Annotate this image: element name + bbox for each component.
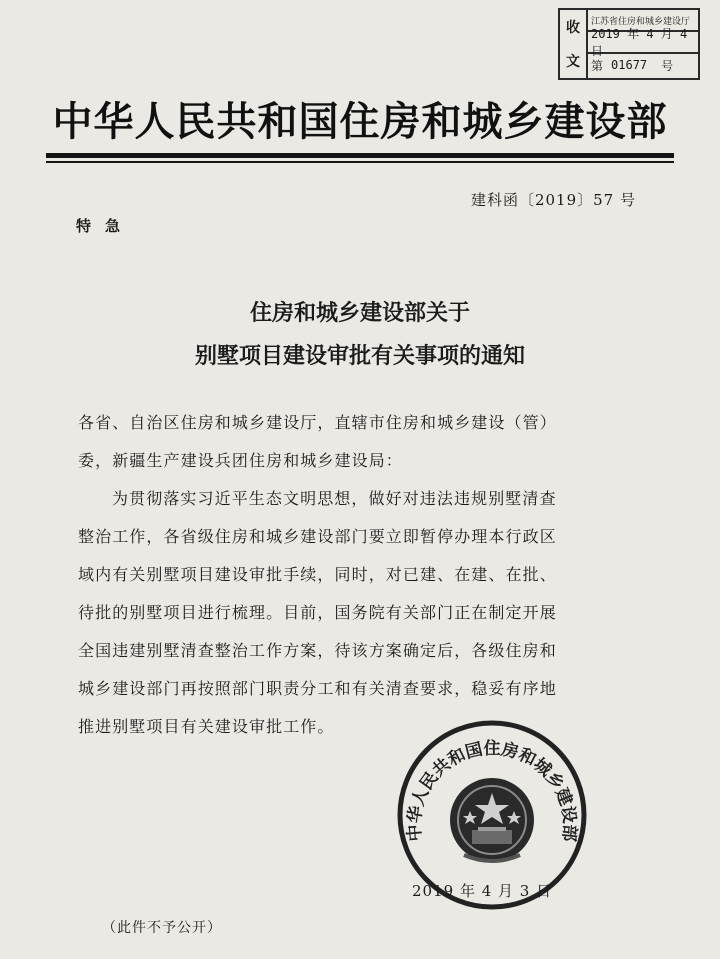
receipt-label-bottom: 文 bbox=[566, 54, 580, 70]
receipt-date: 2019 年 4 月 4 日 bbox=[588, 32, 698, 54]
urgency-label: 特急 bbox=[76, 217, 135, 235]
footnote: （此件不予公开） bbox=[102, 920, 222, 936]
receipt-stamp bbox=[558, 8, 700, 80]
header-rule-thick bbox=[46, 153, 674, 158]
receipt-label-column bbox=[560, 10, 588, 78]
addressee-line2: 委，新疆生产建设兵团住房和城乡建设局： bbox=[78, 451, 403, 470]
body-line: 推进别墅项目有关建设审批工作。 bbox=[78, 717, 335, 736]
seal-text: 中华人民共和国住房和城乡建设部 bbox=[404, 739, 580, 843]
body-line: 域内有关别墅项目建设审批手续，同时，对已建、在建、在批、 bbox=[78, 565, 557, 584]
doc-number: 建科函〔2019〕57 号 bbox=[470, 191, 636, 209]
body-line: 城乡建设部门再按照部门职责分工和有关清查要求，稳妥有序地 bbox=[78, 679, 557, 698]
receipt-number-suffix: 号 bbox=[661, 58, 674, 73]
national-emblem-icon bbox=[450, 778, 534, 862]
signature-date: 2019 年 4 月 3 日 bbox=[412, 882, 553, 900]
header-rule-thin bbox=[46, 161, 674, 163]
receipt-label-top: 收 bbox=[566, 20, 580, 36]
body-line: 为贯彻落实习近平生态文明思想，做好对违法违规别墅清查 bbox=[112, 489, 557, 508]
receipt-number: 01677 bbox=[611, 58, 648, 72]
body-line: 全国违建别墅清查整治工作方案，待该方案确定后，各级住房和 bbox=[78, 641, 557, 660]
addressee-line1: 各省、自治区住房和城乡建设厅，直辖市住房和城乡建设（管） bbox=[78, 413, 557, 432]
receipt-number-row bbox=[588, 54, 698, 76]
receipt-number-prefix: 第 bbox=[591, 58, 604, 73]
body-line: 待批的别墅项目进行梳理。目前，国务院有关部门正在制定开展 bbox=[78, 603, 557, 622]
body-line: 整治工作，各省级住房和城乡建设部门要立即暂停办理本行政区 bbox=[78, 527, 557, 546]
doc-title-line2: 别墅项目建设审批有关事项的通知 bbox=[194, 344, 525, 369]
receipt-receiver: 江苏省住房和城乡建设厅 bbox=[588, 10, 698, 32]
doc-title-line1: 住房和城乡建设部关于 bbox=[249, 301, 470, 326]
org-title: 中华人民共和国住房和城乡建设部 bbox=[52, 99, 668, 145]
